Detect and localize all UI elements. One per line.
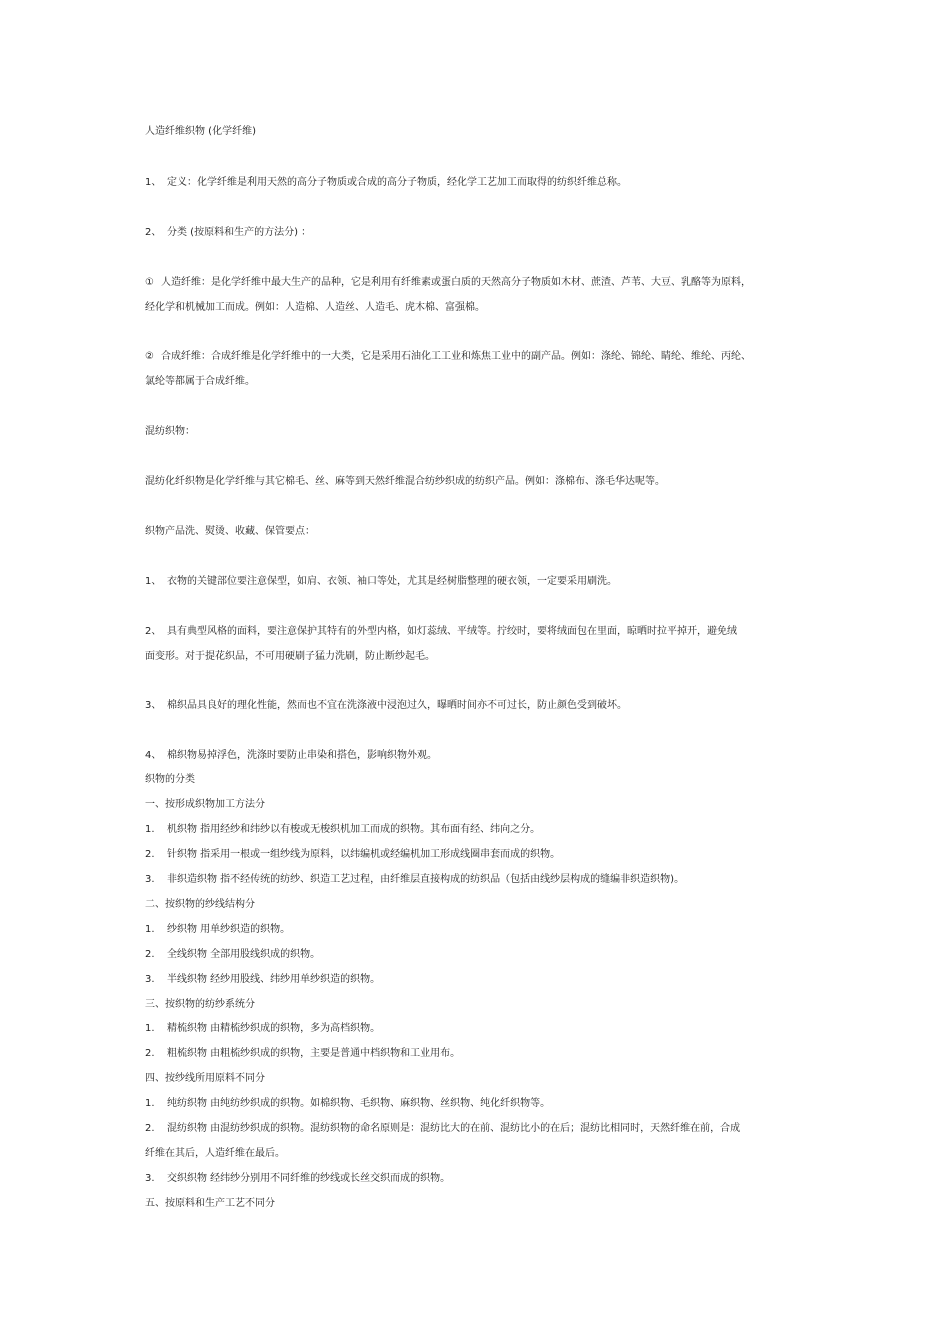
artificial-fiber-line-2 — [145, 301, 815, 315]
artificial-fiber-text: 人造纤维：是化学纤维中最大生产的品种，它是利用有纤维素或蛋白质的天然高分子物质如木材、蔗渣、芦苇、大豆、乳酪等为原料， — [161, 277, 751, 288]
section-heading-text: 二、按织物的纱线结构分 — [145, 899, 255, 910]
section-3-heading — [145, 998, 815, 1012]
section-3-item-1 — [145, 1022, 815, 1036]
care-text-cont: 面变形。对于提花织品，不可用硬刷子猛力洗刷，防止断纱起毛。 — [145, 651, 435, 662]
item-text: 全线织物 全部用股线织成的织物。 — [167, 949, 321, 960]
classify-heading — [145, 773, 815, 787]
section-3-item-2 — [145, 1047, 815, 1061]
section-heading-text: 三、按织物的纺纱系统分 — [145, 999, 255, 1010]
blend-heading — [145, 425, 815, 439]
section-4-item-3 — [145, 1172, 815, 1186]
item-number: 2. — [145, 849, 155, 860]
care-heading — [145, 525, 815, 539]
section-4-heading — [145, 1072, 815, 1086]
item-number: 2. — [145, 1048, 155, 1059]
section-heading-text: 四、按纱线所用原料不同分 — [145, 1073, 265, 1084]
item-number: 2. — [145, 949, 155, 960]
item-text: 精梳织物 由精梳纱织成的织物，多为高档织物。 — [167, 1023, 381, 1034]
section-2-heading — [145, 898, 815, 912]
item-number: 2、 — [145, 626, 162, 637]
blend-heading-text: 混纺织物： — [145, 426, 195, 437]
care-heading-text: 织物产品洗、熨烫、收藏、保管要点： — [145, 526, 315, 537]
item-number: 3. — [145, 974, 155, 985]
section-4-item-2-line-1 — [145, 1122, 815, 1136]
care-item-4 — [145, 749, 815, 763]
item-text: 交织织物 经纬纱分别用不同纤维的纱线或长丝交织而成的织物。 — [167, 1173, 451, 1184]
item-number: 1. — [145, 924, 155, 935]
item-text: 非织造织物 指不经传统的纺纱、织造工艺过程，由纤维层直接构成的纺织品（包括由线纱层构成的缝编非织造织物)。 — [167, 874, 685, 885]
section-4-item-2-line-2 — [145, 1147, 815, 1161]
definition-text: 定义：化学纤维是利用天然的高分子物质或合成的高分子物质，经化学工艺加工而取得的纺织纤维总称。 — [167, 177, 627, 188]
item-text: 纱织物 用单纱织造的织物。 — [167, 924, 291, 935]
item-text: 机织物 指用经纱和纬纱以有梭或无梭织机加工而成的织物。其布面有经、纬向之分。 — [167, 824, 541, 835]
title-text: 人造纤维织物 (化学纤维) — [145, 126, 256, 137]
item-text-cont: 纤维在其后，人造纤维在最后。 — [145, 1148, 285, 1159]
synthetic-fiber-line-1 — [145, 350, 815, 364]
circled-number: ① — [145, 277, 154, 288]
care-item-3 — [145, 699, 815, 713]
care-text: 具有典型风格的面料，要注意保护其特有的外型内格，如灯蕊绒、平绒等。拧绞时，要将绒面包在里面，晾晒时拉平掉开，避免绒 — [167, 626, 737, 637]
item-number: 2. — [145, 1123, 155, 1134]
item-number: 1、 — [145, 576, 162, 587]
section-2-item-2 — [145, 948, 815, 962]
section-1-item-3 — [145, 873, 815, 887]
synthetic-fiber-text-cont: 氯纶等都属于合成纤维。 — [145, 376, 255, 387]
care-item-2-line-2 — [145, 650, 815, 664]
item-text: 半线织物 经纱用股线、纬纱用单纱织造的织物。 — [167, 974, 381, 985]
item-number: 1. — [145, 1023, 155, 1034]
item-text: 混纺织物 由混纺纱织成的织物。混纺织物的命名原则是：混纺比大的在前、混纺比小的在后；混纺比相同时，天然纤维在前，合成 — [167, 1123, 741, 1134]
artificial-fiber-text-cont: 经化学和机械加工而成。例如：人造棉、人造丝、人造毛、虎木棉、富强棉。 — [145, 302, 485, 313]
item-number: 4、 — [145, 750, 162, 761]
care-text: 棉织物易掉浮色，洗涤时要防止串染和搭色，影响织物外观。 — [167, 750, 437, 761]
section-1-item-1 — [145, 823, 815, 837]
item-number: 1. — [145, 824, 155, 835]
section-heading-text: 五、按原料和生产工艺不同分 — [145, 1198, 275, 1209]
item-number: 3、 — [145, 700, 162, 711]
classify-heading-text: 织物的分类 — [145, 774, 195, 785]
item-number: 2、 — [145, 227, 162, 238]
section-4-item-1 — [145, 1097, 815, 1111]
section-2-item-1 — [145, 923, 815, 937]
item-number: 3. — [145, 1173, 155, 1184]
section-5-heading — [145, 1197, 815, 1211]
section-1-item-2 — [145, 848, 815, 862]
document-title — [145, 125, 815, 139]
section-1-heading — [145, 798, 815, 812]
item-number: 3. — [145, 874, 155, 885]
care-text: 棉织品具良好的理化性能，然而也不宜在洗涤液中浸泡过久，曝晒时间亦不可过长，防止颜色受到破坏。 — [167, 700, 627, 711]
care-text: 衣物的关键部位要注意保型，如肩、衣领、袖口等处，尤其是经树脂整理的硬衣领，一定要采用刷洗。 — [167, 576, 617, 587]
artificial-fiber-line-1 — [145, 276, 815, 290]
item-number: 1、 — [145, 177, 162, 188]
classification-text: 分类 (按原料和生产的方法分) ： — [167, 227, 312, 238]
item-text: 粗梳织物 由粗梳纱织成的织物，主要是普通中档织物和工业用布。 — [167, 1048, 461, 1059]
section-2-item-3 — [145, 973, 815, 987]
item-text: 纯纺织物 由纯纺纱织成的织物。如棉织物、毛织物、麻织物、丝织物、纯化纤织物等。 — [167, 1098, 551, 1109]
item-text: 针织物 指采用一根或一组纱线为原料，以纬编机或经编机加工形成线圈串套而成的织物。 — [167, 849, 561, 860]
item-number: 1. — [145, 1098, 155, 1109]
blend-paragraph — [145, 475, 815, 489]
circled-number: ② — [145, 351, 154, 362]
care-item-2-line-1 — [145, 625, 815, 639]
synthetic-fiber-text: 合成纤维：合成纤维是化学纤维中的一大类，它是采用石油化工工业和炼焦工业中的副产品。例如：涤纶、锦纶、睛纶、维纶、丙纶、 — [161, 351, 751, 362]
blend-text: 混纺化纤织物是化学纤维与其它棉毛、丝、麻等到天然纤维混合纺纱织成的纺织产品。例如：涤棉布、涤毛华达呢等。 — [145, 476, 665, 487]
care-item-1 — [145, 575, 815, 589]
synthetic-fiber-line-2 — [145, 375, 815, 389]
section-heading-text: 一、按形成织物加工方法分 — [145, 799, 265, 810]
classification-item — [145, 226, 815, 240]
definition-item — [145, 176, 815, 190]
